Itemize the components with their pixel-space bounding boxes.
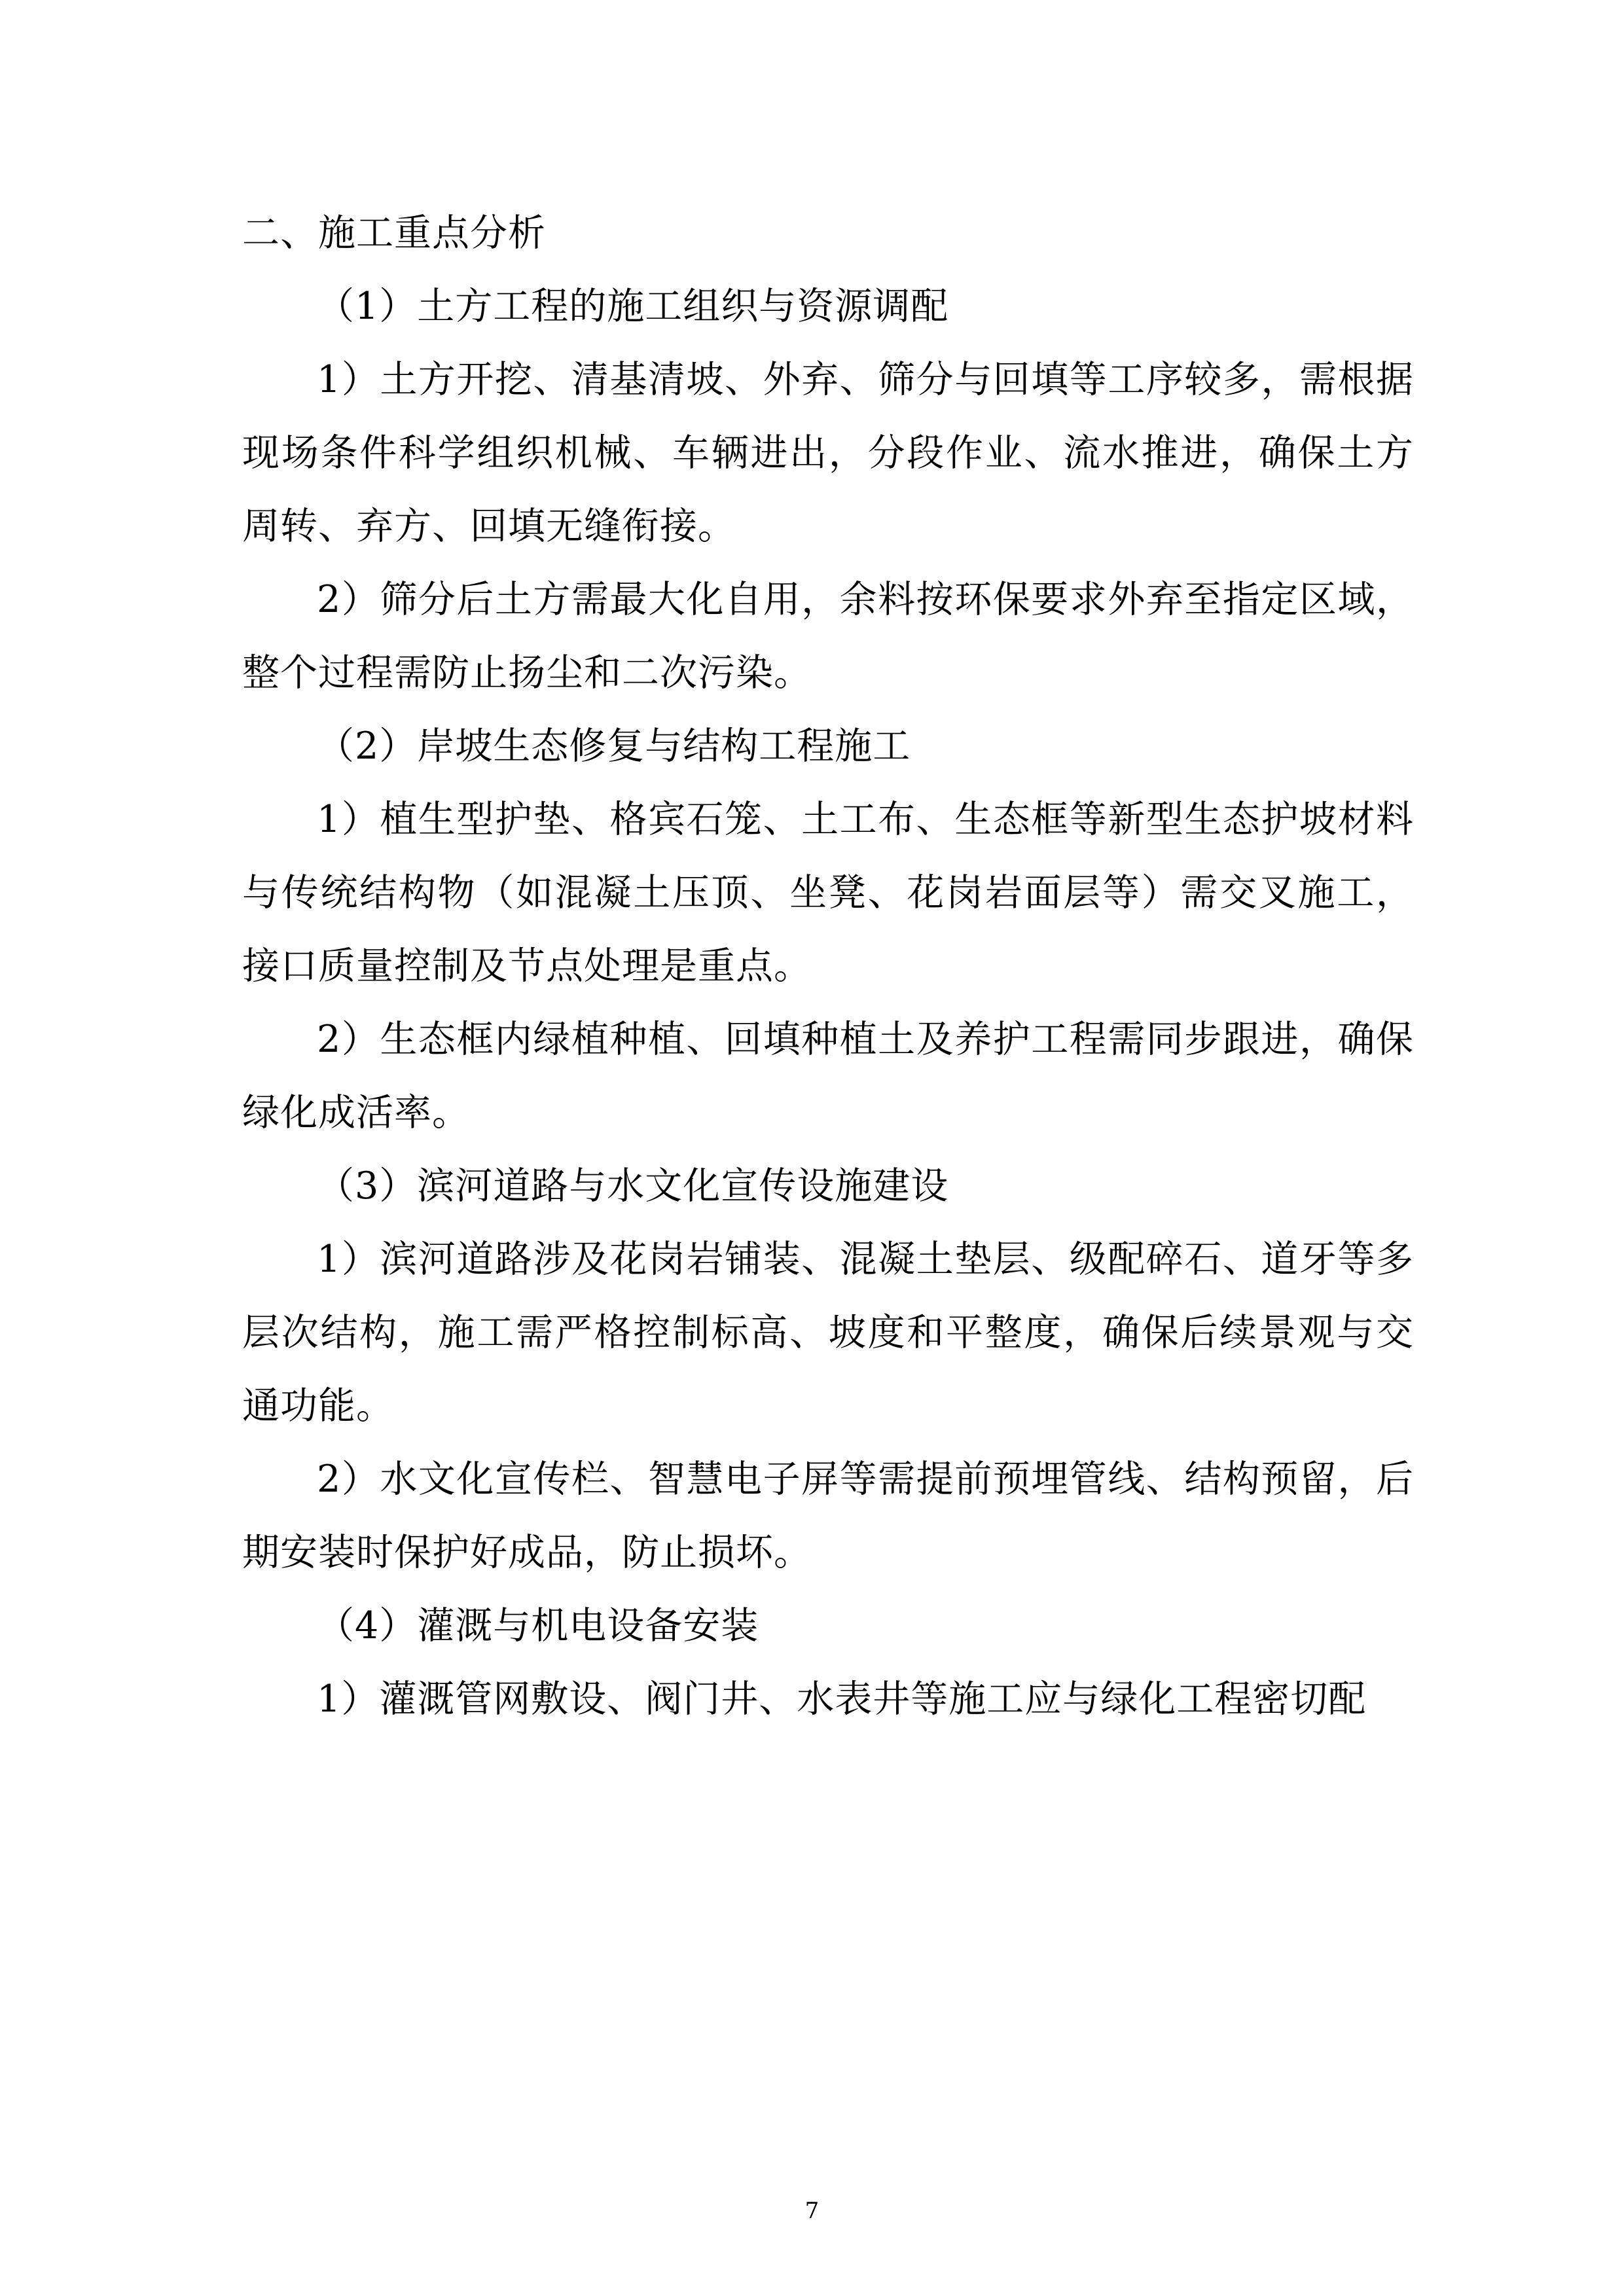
document-body bbox=[242, 196, 1414, 1736]
page-number: 7 bbox=[804, 2198, 820, 2224]
paragraph-2-1: 1）植生型护垫、格宾石笼、土工布、生态框等新型生态护坡材料与传统结构物（如混凝土压顶、坐凳、花岗岩面层等）需交叉施工，接口质量控制及节点处理是重点。 bbox=[242, 798, 1414, 988]
subsection-heading-1: （1）土方工程的施工组织与资源调配 bbox=[317, 285, 949, 328]
paragraph-3-2: 2）水文化宣传栏、智慧电子屏等需提前预埋管线、结构预留，后期安装时保护好成品，防止损坏。 bbox=[242, 1458, 1414, 1574]
paragraph-3-1: 1）滨河道路涉及花岗岩铺装、混凝土垫层、级配碎石、道牙等多层次结构，施工需严格控制标高、坡度和平整度，确保后续景观与交通功能。 bbox=[242, 1238, 1414, 1427]
paragraph-2-2: 2）生态框内绿植种植、回填种植土及养护工程需同步跟进，确保绿化成活率。 bbox=[242, 1018, 1414, 1134]
subsection-heading-4: （4）灌溉与机电设备安装 bbox=[317, 1604, 759, 1647]
section-heading: 二、施工重点分析 bbox=[242, 211, 546, 255]
paragraph-4-1: 1）灌溉管网敷设、阀门井、水表井等施工应与绿化工程密切配 bbox=[317, 1677, 1367, 1721]
paragraph-1-2: 2）筛分后土方需最大化自用，余料按环保要求外弃至指定区域，整个过程需防止扬尘和二次污染。 bbox=[242, 578, 1414, 694]
paragraph-1-1: 1）土方开挖、清基清坡、外弃、筛分与回填等工序较多，需根据现场条件科学组织机械、车辆进出，分段作业、流水推进，确保土方周转、弃方、回填无缝衔接。 bbox=[242, 358, 1414, 548]
subsection-heading-3: （3）滨河道路与水文化宣传设施建设 bbox=[317, 1164, 949, 1208]
subsection-heading-2: （2）岸坡生态修复与结构工程施工 bbox=[317, 725, 911, 768]
